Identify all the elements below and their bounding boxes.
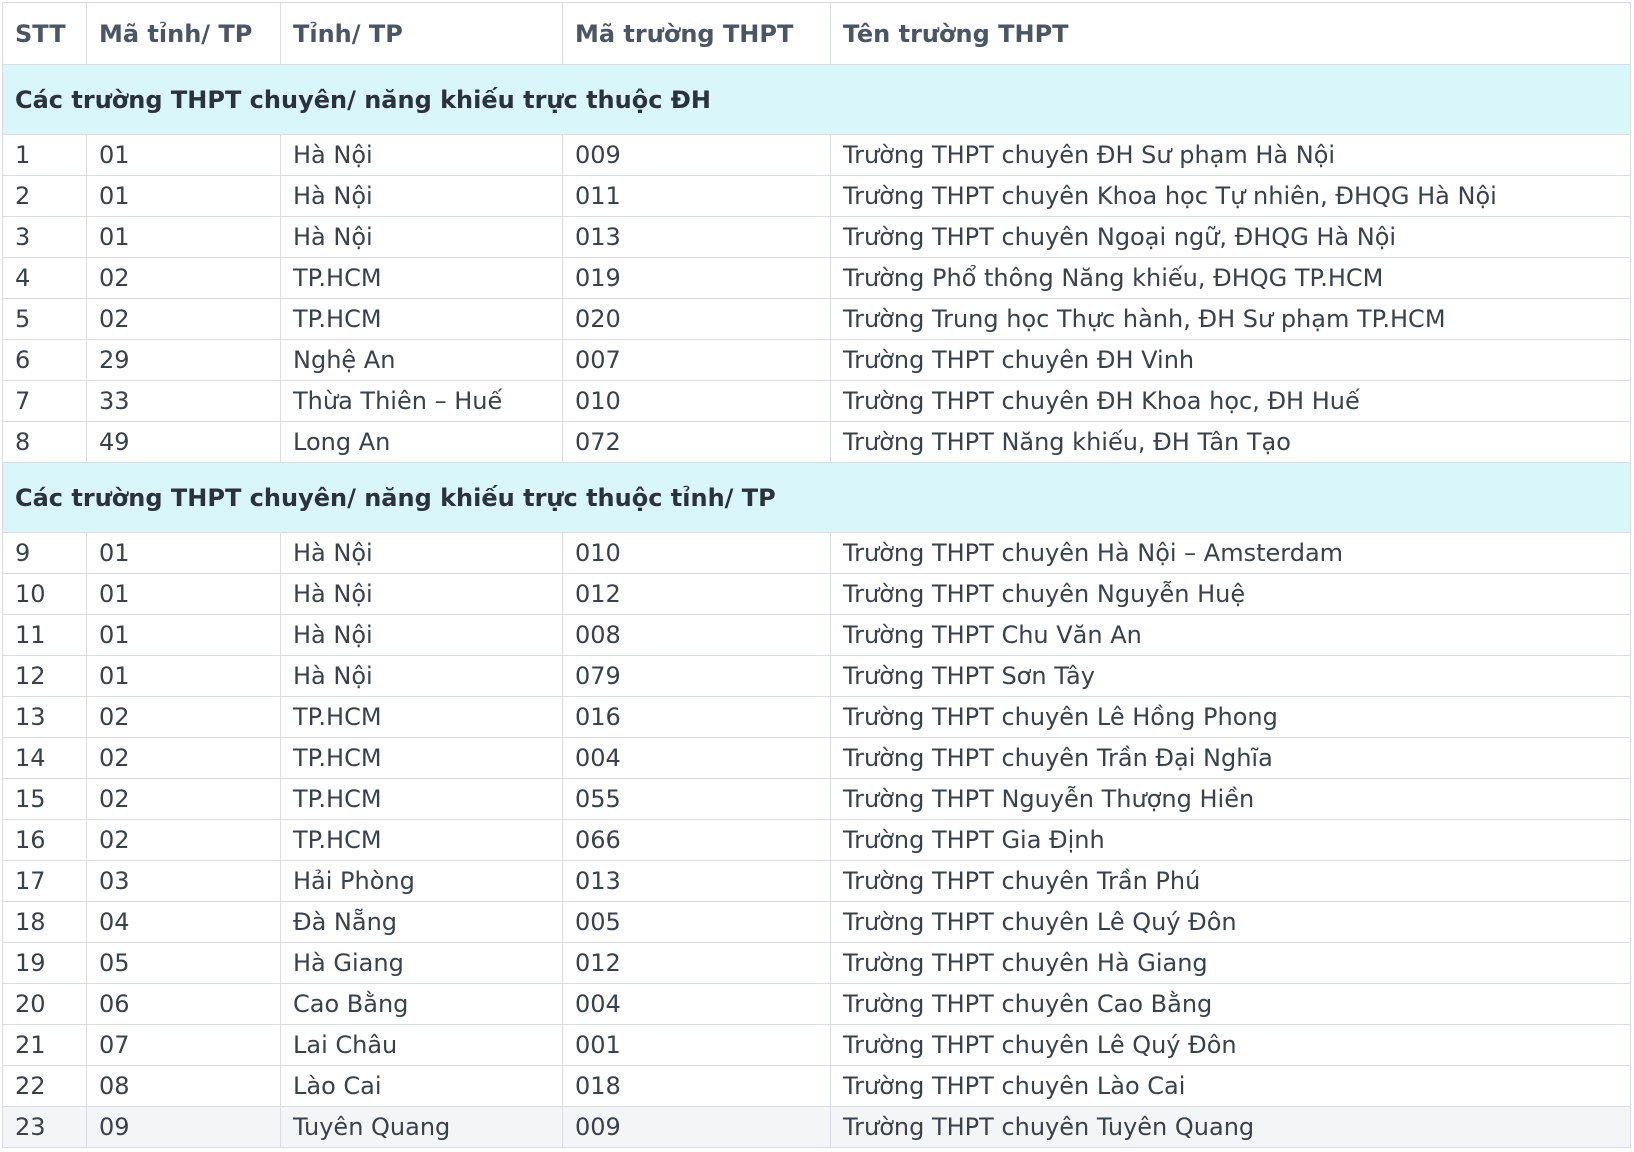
cell-province: Hải Phòng	[281, 861, 563, 902]
column-header-province: Tỉnh/ TP	[281, 3, 563, 65]
cell-province-code: 33	[87, 381, 281, 422]
table-row	[3, 258, 1631, 299]
cell-school-name: Trường THPT chuyên Hà Giang	[831, 943, 1631, 984]
cell-stt: 11	[3, 615, 87, 656]
cell-province-code: 01	[87, 533, 281, 574]
cell-school-name: Trường THPT chuyên Tuyên Quang	[831, 1107, 1631, 1148]
cell-province: Hà Nội	[281, 176, 563, 217]
cell-stt: 9	[3, 533, 87, 574]
cell-province: Hà Giang	[281, 943, 563, 984]
table-row	[3, 984, 1631, 1025]
cell-province-code: 09	[87, 1107, 281, 1148]
table-row	[3, 299, 1631, 340]
column-header-stt: STT	[3, 3, 87, 65]
cell-school-name: Trường THPT chuyên ĐH Vinh	[831, 340, 1631, 381]
cell-school-name: Trường THPT chuyên Lê Quý Đôn	[831, 1025, 1631, 1066]
table-row	[3, 135, 1631, 176]
cell-school-code: 010	[563, 533, 831, 574]
cell-province-code: 02	[87, 258, 281, 299]
table-row	[3, 574, 1631, 615]
cell-school-name: Trường THPT chuyên Lào Cai	[831, 1066, 1631, 1107]
cell-province-code: 02	[87, 820, 281, 861]
cell-school-name: Trường THPT chuyên ĐH Khoa học, ĐH Huế	[831, 381, 1631, 422]
table-row	[3, 381, 1631, 422]
cell-school-code: 055	[563, 779, 831, 820]
cell-school-code: 013	[563, 217, 831, 258]
cell-stt: 10	[3, 574, 87, 615]
cell-school-name: Trường THPT chuyên Lê Quý Đôn	[831, 902, 1631, 943]
cell-school-code: 010	[563, 381, 831, 422]
cell-province: Nghệ An	[281, 340, 563, 381]
table-row	[3, 779, 1631, 820]
cell-school-name: Trường THPT Chu Văn An	[831, 615, 1631, 656]
table-row	[3, 656, 1631, 697]
section-header-row	[3, 463, 1631, 533]
section-title: Các trường THPT chuyên/ năng khiếu trực thuộc tỉnh/ TP	[3, 463, 1631, 533]
header-row	[3, 3, 1631, 65]
cell-stt: 14	[3, 738, 87, 779]
cell-school-name: Trường THPT chuyên Trần Phú	[831, 861, 1631, 902]
cell-school-name: Trường Phổ thông Năng khiếu, ĐHQG TP.HCM	[831, 258, 1631, 299]
cell-school-code: 012	[563, 943, 831, 984]
cell-province: Hà Nội	[281, 574, 563, 615]
cell-province-code: 49	[87, 422, 281, 463]
cell-stt: 3	[3, 217, 87, 258]
cell-stt: 18	[3, 902, 87, 943]
table-row	[3, 1025, 1631, 1066]
cell-province: TP.HCM	[281, 258, 563, 299]
cell-school-code: 013	[563, 861, 831, 902]
cell-school-code: 007	[563, 340, 831, 381]
table-row	[3, 533, 1631, 574]
cell-province: Long An	[281, 422, 563, 463]
cell-province: TP.HCM	[281, 299, 563, 340]
cell-province-code: 29	[87, 340, 281, 381]
cell-school-code: 009	[563, 135, 831, 176]
cell-stt: 5	[3, 299, 87, 340]
cell-province-code: 05	[87, 943, 281, 984]
table-body	[3, 65, 1631, 1148]
cell-school-name: Trường THPT chuyên Ngoại ngữ, ĐHQG Hà Nội	[831, 217, 1631, 258]
cell-province-code: 02	[87, 299, 281, 340]
cell-school-name: Trường THPT chuyên Trần Đại Nghĩa	[831, 738, 1631, 779]
cell-stt: 4	[3, 258, 87, 299]
cell-school-code: 001	[563, 1025, 831, 1066]
cell-stt: 16	[3, 820, 87, 861]
cell-school-code: 008	[563, 615, 831, 656]
cell-school-name: Trường THPT Nguyễn Thượng Hiền	[831, 779, 1631, 820]
column-header-school-name: Tên trường THPT	[831, 3, 1631, 65]
cell-province: Lào Cai	[281, 1066, 563, 1107]
table-row	[3, 697, 1631, 738]
table-row	[3, 422, 1631, 463]
cell-school-name: Trường THPT chuyên Lê Hồng Phong	[831, 697, 1631, 738]
cell-stt: 13	[3, 697, 87, 738]
schools-table	[2, 2, 1631, 1148]
cell-province: Hà Nội	[281, 656, 563, 697]
cell-stt: 1	[3, 135, 87, 176]
cell-province: TP.HCM	[281, 738, 563, 779]
table-header	[3, 3, 1631, 65]
cell-school-code: 009	[563, 1107, 831, 1148]
cell-school-code: 018	[563, 1066, 831, 1107]
cell-province-code: 02	[87, 738, 281, 779]
table-row	[3, 1066, 1631, 1107]
cell-stt: 7	[3, 381, 87, 422]
cell-stt: 2	[3, 176, 87, 217]
cell-stt: 17	[3, 861, 87, 902]
cell-school-name: Trường THPT chuyên Hà Nội – Amsterdam	[831, 533, 1631, 574]
cell-province-code: 04	[87, 902, 281, 943]
table-row	[3, 738, 1631, 779]
table-row	[3, 176, 1631, 217]
section-header-row	[3, 65, 1631, 135]
cell-province-code: 07	[87, 1025, 281, 1066]
table-row	[3, 943, 1631, 984]
cell-province-code: 01	[87, 574, 281, 615]
section-title: Các trường THPT chuyên/ năng khiếu trực thuộc ĐH	[3, 65, 1631, 135]
table-row	[3, 861, 1631, 902]
cell-province: TP.HCM	[281, 779, 563, 820]
cell-province-code: 06	[87, 984, 281, 1025]
cell-province-code: 02	[87, 779, 281, 820]
cell-province: Tuyên Quang	[281, 1107, 563, 1148]
cell-stt: 22	[3, 1066, 87, 1107]
cell-province: Lai Châu	[281, 1025, 563, 1066]
cell-school-code: 005	[563, 902, 831, 943]
cell-province: Cao Bằng	[281, 984, 563, 1025]
cell-stt: 23	[3, 1107, 87, 1148]
column-header-province-code: Mã tỉnh/ TP	[87, 3, 281, 65]
cell-province: Hà Nội	[281, 615, 563, 656]
cell-school-name: Trường THPT chuyên Cao Bằng	[831, 984, 1631, 1025]
table-row	[3, 1107, 1631, 1148]
cell-school-name: Trường Trung học Thực hành, ĐH Sư phạm TP.HCM	[831, 299, 1631, 340]
cell-school-name: Trường THPT Sơn Tây	[831, 656, 1631, 697]
cell-stt: 6	[3, 340, 87, 381]
cell-school-code: 066	[563, 820, 831, 861]
cell-school-name: Trường THPT chuyên Khoa học Tự nhiên, ĐHQG Hà Nội	[831, 176, 1631, 217]
cell-school-name: Trường THPT Năng khiếu, ĐH Tân Tạo	[831, 422, 1631, 463]
cell-province-code: 01	[87, 217, 281, 258]
cell-province-code: 08	[87, 1066, 281, 1107]
cell-stt: 15	[3, 779, 87, 820]
cell-school-code: 011	[563, 176, 831, 217]
cell-school-code: 012	[563, 574, 831, 615]
cell-stt: 8	[3, 422, 87, 463]
cell-province: Đà Nẵng	[281, 902, 563, 943]
cell-province-code: 01	[87, 656, 281, 697]
table-row	[3, 902, 1631, 943]
column-header-school-code: Mã trường THPT	[563, 3, 831, 65]
cell-school-code: 004	[563, 738, 831, 779]
table-row	[3, 820, 1631, 861]
cell-school-code: 079	[563, 656, 831, 697]
cell-school-code: 019	[563, 258, 831, 299]
cell-province: TP.HCM	[281, 697, 563, 738]
cell-province-code: 02	[87, 697, 281, 738]
cell-school-code: 016	[563, 697, 831, 738]
cell-province: TP.HCM	[281, 820, 563, 861]
cell-school-code: 004	[563, 984, 831, 1025]
cell-school-name: Trường THPT Gia Định	[831, 820, 1631, 861]
cell-stt: 12	[3, 656, 87, 697]
cell-province-code: 03	[87, 861, 281, 902]
cell-province-code: 01	[87, 615, 281, 656]
table-row	[3, 615, 1631, 656]
cell-school-name: Trường THPT chuyên Nguyễn Huệ	[831, 574, 1631, 615]
cell-school-code: 020	[563, 299, 831, 340]
cell-school-code: 072	[563, 422, 831, 463]
cell-province: Thừa Thiên – Huế	[281, 381, 563, 422]
cell-school-name: Trường THPT chuyên ĐH Sư phạm Hà Nội	[831, 135, 1631, 176]
table-row	[3, 217, 1631, 258]
cell-province: Hà Nội	[281, 135, 563, 176]
cell-stt: 20	[3, 984, 87, 1025]
cell-province: Hà Nội	[281, 217, 563, 258]
cell-province-code: 01	[87, 135, 281, 176]
cell-province: Hà Nội	[281, 533, 563, 574]
table-row	[3, 340, 1631, 381]
cell-stt: 21	[3, 1025, 87, 1066]
cell-province-code: 01	[87, 176, 281, 217]
cell-stt: 19	[3, 943, 87, 984]
